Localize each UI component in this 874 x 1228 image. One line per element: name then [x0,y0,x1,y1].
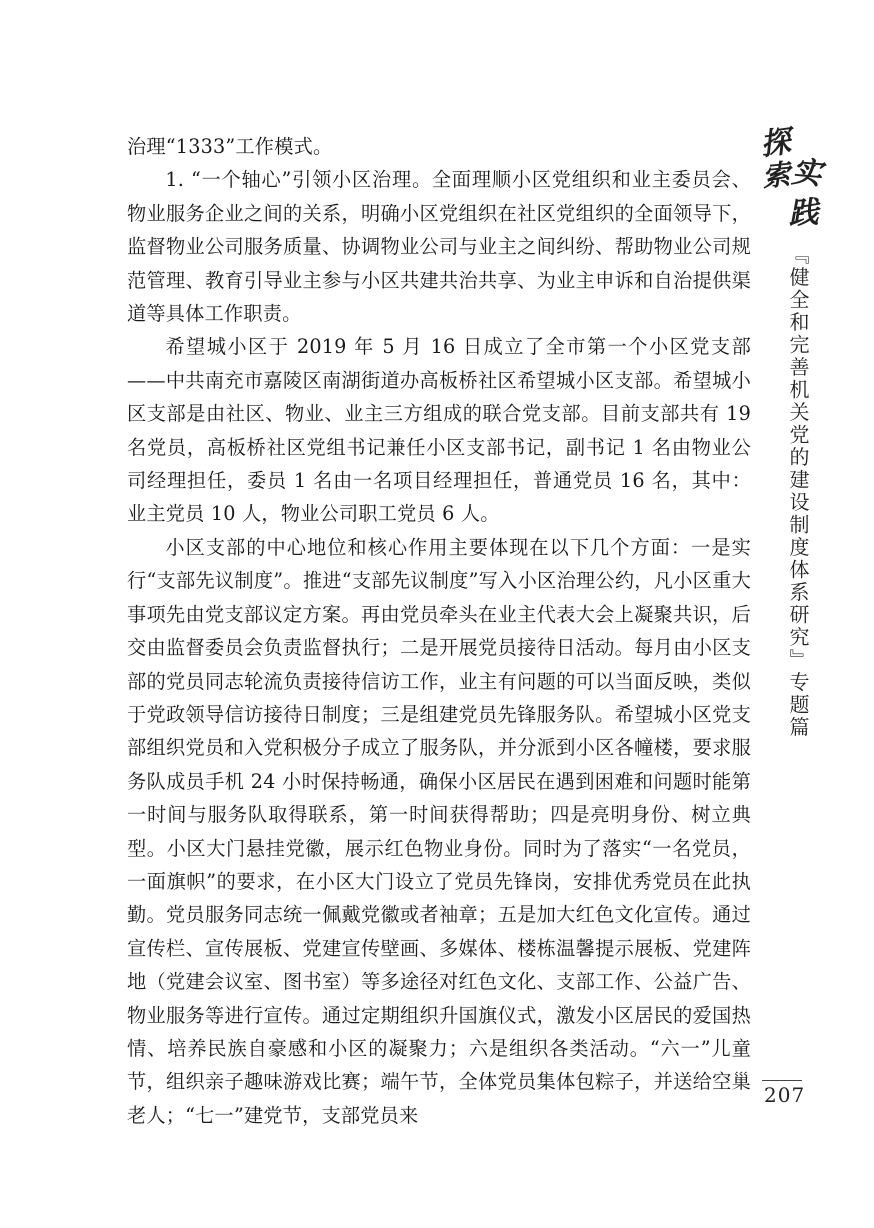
paragraph: 1. “一个轴心”引领小区治理。全面理顺小区党组织和业主委员会、物业服务企业之间的关系，明确小区党组织在社区党组织的全面领导下，监督物业公司服务质量、协调物业公司与业主之间纠纷、帮助物业公司规范管理、教育引导业主参与小区共建共治共享、为业主申诉和自治提供渠道等具体工作职责。 [127,168,751,326]
title-char: 探 [758,124,793,163]
title-char: 实 [790,154,824,193]
paragraph: 希望城小区于 2019 年 5 月 16 日成立了全市第一个小区党支部——中共南充市嘉陵区南湖街道办高板桥社区希望城小区支部。希望城小区支部是由社区、物业、业主三方组成的联合党支部。目前支部共有 19 名党员，高板桥社区党组书记兼任小区支部书记，副书记 1 名由物业公司经理担任，委员 1 名由一名项目经理担任，普通党员 16 名，其中：业主党员 10 人，物业公司职工党员 6 人。 [127,335,751,526]
title-char: 践 [787,194,820,232]
page-number-rule [762,1080,802,1081]
page-number: 207 [764,1083,806,1107]
section-subtitle: 『健全和完善机关党的建设制度体系研究』专题篇 [786,244,810,739]
paragraph: 治理“1333”工作模式。 [127,135,333,158]
title-char: 索 [760,157,792,194]
section-banner [758,118,828,232]
calligraphy-title [758,118,828,232]
body-text [127,130,751,1132]
paragraph: 小区支部的中心地位和核心作用主要体现在以下几个方面：一是实行“支部先议制度”。推进“支部先议制度”写入小区治理公约，凡小区重大事项先由党支部议定方案。再由党员牵头在业主代表大会上凝聚共识，后交由监督委员会负责监督执行；二是开展党员接待日活动。每月由小区支部的党员同志轮流负责接待信访工作，业主有问题的可以当面反映，类似于党政领导信访接待日制度；三是组建党员先锋服务队。希望城小区党支部组织党员和入党积极分子成立了服务队，并分派到小区各幢楼，要求服务队成员手机 24 小时保持畅通，确保小区居民在遇到困难和问题时能第一时间与服务队取得联系，第一时间获得帮助；四是亮明身份、树立典型。小区大门悬挂党徽，展示红色物业身份。同时为了落实“一名党员，一面旗帜”的要求，在小区大门设立了党员先锋岗，安排优秀党员在此执勤。党员服务同志统一佩戴党徽或者袖章；五是加大红色文化宣传。通过宣传栏、宣传展板、党建宣传壁画、多媒体、楼栋温馨提示展板、党建阵地（党建会议室、图书室）等多途径对红色文化、支部工作、公益广告、物业服务等进行宣传。通过定期组织升国旗仪式，激发小区居民的爱国热情、培养民族自豪感和小区的凝聚力；六是组织各类活动。“六一”儿童节，组织亲子趣味游戏比赛；端午节，全体党员集体包粽子，并送给空巢老人；“七一”建党节，支部党员来 [127,535,751,1127]
